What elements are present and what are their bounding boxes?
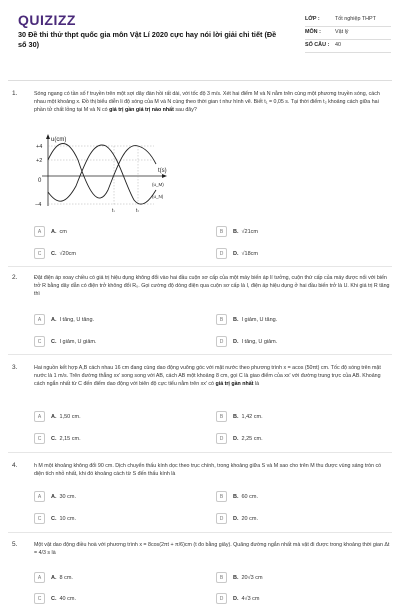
document-meta: [305, 14, 391, 53]
answer-option-a[interactable]: A A. 1,50 cm.: [34, 411, 81, 422]
question-divider: [8, 266, 392, 267]
option-letter: A: [34, 491, 45, 502]
t2-label: t₂: [136, 208, 140, 212]
x-axis-label: t(s): [158, 168, 167, 174]
question-number: 5.: [12, 541, 18, 548]
t1-label: t₁: [112, 208, 116, 212]
option-letter: D: [216, 513, 227, 524]
y-tick: 0: [38, 178, 42, 184]
option-letter: B: [216, 226, 227, 237]
option-letter: D: [216, 336, 227, 347]
option-letter: B: [216, 411, 227, 422]
answer-option-d[interactable]: D D. 4√3 cm: [216, 593, 260, 604]
question-text: Sóng ngang có tần số f truyền trên một sợi dây đàn hồi rất dài, với tốc độ 3 m/s. Xét hai điểm M và N nằm trên cùng một phương truyền sóng, cách nhau một khoảng x. Đồ thị biểu diễn li độ sóng của M và N cùng theo thời gian t như hình vẽ. Biết t₁ = 0,05 s. Tại thời điểm t₂ khoảng cách giữa hai phần tử chất lỏng tại M và N có giá trị gần giá trị nào nhất sau đây?: [34, 91, 380, 113]
question-text: Đặt điện áp xoay chiều có giá trị hiệu dụng không đổi vào hai đầu cuộn sơ cấp của một máy biến áp lí tưởng, cuộn thứ cấp của máy được nối với biến trở R bằng dây dẫn có điện trở không đổi R₀. Gọi cường độ dòng điện qua cuộn sơ cấp là I, điện áp hiệu dụng ở hai đầu biến trở là U. Khi giá trị R tăng thì: [34, 275, 390, 297]
answer-option-c[interactable]: C C. 10 cm.: [34, 513, 76, 524]
answer-option-d[interactable]: D D. √18cm: [216, 248, 258, 259]
answer-option-b[interactable]: B B. 60 cm.: [216, 491, 258, 502]
count-label: SỐ CÂU :: [305, 42, 330, 48]
option-letter: C: [34, 336, 45, 347]
quizizz-logo: QUIZIZZ: [18, 12, 76, 28]
answer-option-c[interactable]: C C. √20cm: [34, 248, 76, 259]
option-letter: D: [216, 433, 227, 444]
question-number: 3.: [12, 364, 18, 371]
question-divider: [8, 532, 392, 533]
y-tick: +4: [36, 144, 43, 150]
option-letter: C: [34, 513, 45, 524]
option-letter: C: [34, 433, 45, 444]
answer-option-c[interactable]: C C. 40 cm.: [34, 593, 76, 604]
question-number: 4.: [12, 462, 18, 469]
question-text: Một vật dao động điều hoà với phương trình x = 8cos(2πt + π/6)cm (t đo bằng giây). Quãng đường ngắn nhất mà vật đi được trong khoảng thời gian Δt = 4/3 s là: [34, 542, 390, 556]
answer-option-b[interactable]: B B. I giảm, U tăng.: [216, 314, 277, 325]
question-number: 2.: [12, 274, 18, 281]
answer-option-d[interactable]: D D. 20 cm.: [216, 513, 258, 524]
option-letter: B: [216, 314, 227, 325]
answer-option-d[interactable]: D D. 2,25 cm.: [216, 433, 263, 444]
option-letter: A: [34, 572, 45, 583]
wave-curve-n: [48, 145, 156, 204]
option-letter: D: [216, 593, 227, 604]
wave-curve-m: [48, 144, 156, 199]
subject-label: MÔN :: [305, 29, 321, 35]
option-letter: A: [34, 411, 45, 422]
curve-label-m: (u_M): [152, 182, 164, 187]
answer-option-a[interactable]: A A. I tăng, U tăng.: [34, 314, 94, 325]
option-letter: B: [216, 572, 227, 583]
y-tick: +2: [36, 158, 43, 164]
option-letter: B: [216, 491, 227, 502]
answer-option-a[interactable]: A A. cm: [34, 226, 67, 237]
answer-option-d[interactable]: D D. I tăng, U giảm.: [216, 336, 277, 347]
y-tick: −4: [35, 202, 42, 208]
document-title: 30 Đề thi thử thpt quốc gia môn Vật Lí 2020 cực hay nói lời giải chi tiết (Đề số 30): [18, 30, 277, 49]
curve-label-n: (u_N): [152, 194, 164, 199]
answer-option-b[interactable]: B B. √21cm: [216, 226, 258, 237]
option-letter: C: [34, 593, 45, 604]
question-divider: [8, 354, 392, 355]
question-text: h M một khoảng không đổi 90 cm. Dịch chuyển thấu kính dọc theo trục chính, trong khoảng giữa S và M sao cho trên M thu được vùng sáng tròn có diện tích nhỏ nhất, khi đó khoảng cách từ S đến thấu kính là: [34, 463, 382, 477]
answer-option-a[interactable]: A A. 30 cm.: [34, 491, 76, 502]
class-label: LỚP :: [305, 16, 320, 22]
document-header: [0, 0, 400, 72]
subject-value: Vật lý: [335, 29, 349, 35]
question-divider: [8, 452, 392, 453]
answer-option-c[interactable]: C C. 2,15 cm.: [34, 433, 81, 444]
header-divider: [8, 80, 392, 81]
wave-graph: [34, 134, 184, 212]
option-letter: D: [216, 248, 227, 259]
class-value: Tốt nghiệp THPT: [335, 16, 376, 22]
option-letter: A: [34, 226, 45, 237]
question-number: 1.: [12, 90, 18, 97]
answer-option-c[interactable]: C C. I giảm, U giảm.: [34, 336, 96, 347]
y-axis-label: u(cm): [51, 137, 67, 143]
option-letter: C: [34, 248, 45, 259]
count-value: 40: [335, 42, 341, 48]
answer-option-b[interactable]: B B. 1,42 cm.: [216, 411, 263, 422]
question-text: Hai nguồn kết hợp A,B cách nhau 16 cm đang cùng dao động vuông góc với mặt nước theo phương trình x = acos (50πt) cm. Tốc độ sóng trên mặt nước là 1 m/s. Trên đường thẳng xx' song song với AB, cách AB một khoảng 8 cm, gọi C là giao điểm của xx' với đường trung trực của AB. Khoảng cách ngắn nhất từ C đến điểm dao động với biên độ cực tiểu nằm trên xx' có giá trị gần nhất là: [34, 365, 381, 387]
answer-option-a[interactable]: A A. 8 cm.: [34, 572, 73, 583]
answer-option-b[interactable]: B B. 20√3 cm: [216, 572, 263, 583]
option-letter: A: [34, 314, 45, 325]
